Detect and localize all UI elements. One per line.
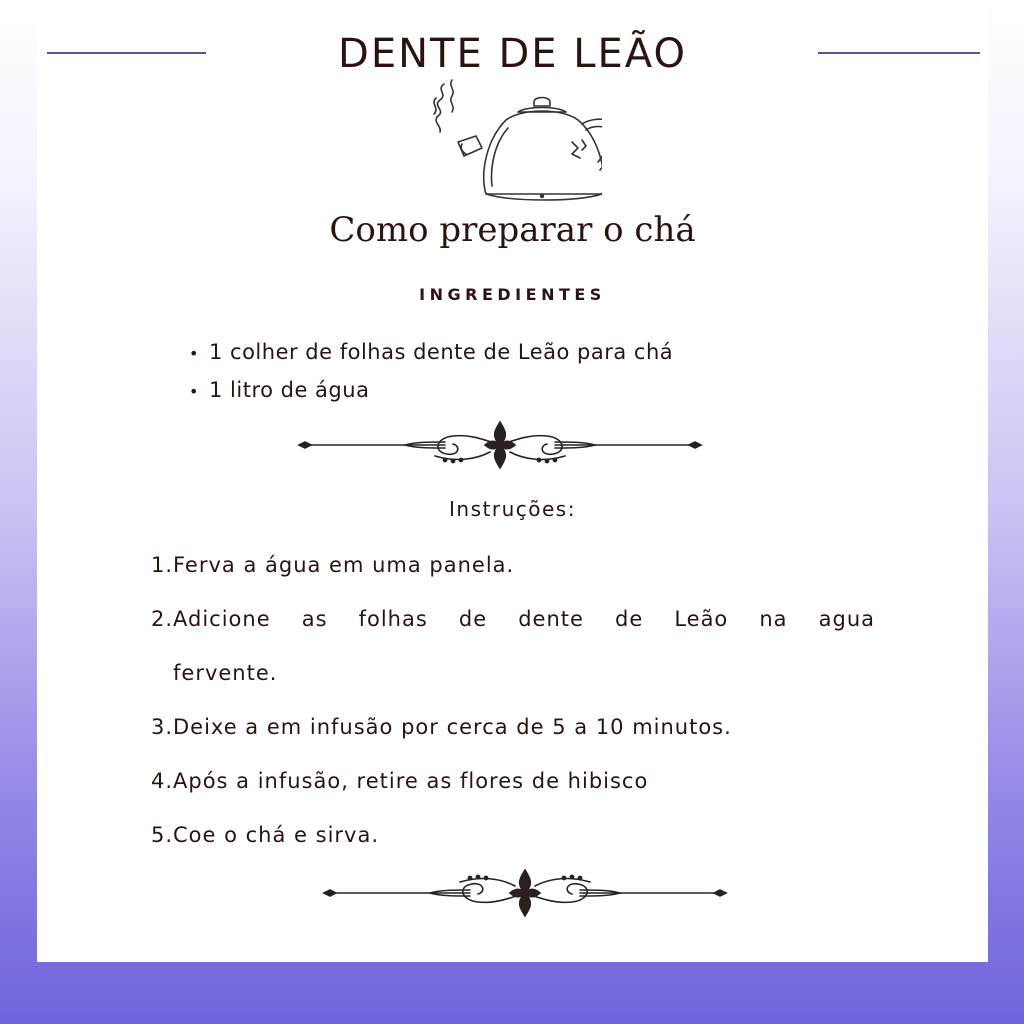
- step-text: Após a infusão, retire as flores de hibisco: [173, 769, 649, 793]
- bullet-icon: •: [189, 382, 199, 401]
- step-number: 4.: [150, 769, 173, 793]
- step-number: 2.: [150, 607, 173, 631]
- step-number: 1.: [150, 553, 173, 577]
- step-number: 3.: [150, 715, 173, 739]
- list-item: [145, 700, 875, 754]
- list-item: [189, 334, 673, 372]
- ingredients-list: [189, 334, 673, 410]
- step-number: 5.: [150, 823, 173, 847]
- bullet-icon: •: [189, 344, 199, 363]
- instructions-list: [145, 538, 875, 862]
- recipe-card: [37, 0, 988, 962]
- ingredient-text: 1 litro de água: [209, 378, 370, 402]
- step-text: Coe o chá e sirva.: [173, 823, 380, 847]
- flourish-divider-icon: [295, 418, 705, 470]
- ingredient-text: 1 colher de folhas dente de Leão para chá: [209, 340, 674, 364]
- list-item: [145, 754, 875, 808]
- ingredients-heading: INGREDIENTES: [419, 285, 606, 304]
- step-text: Adicione as folhas de dente de Leão na agua fervente.: [173, 607, 875, 685]
- instructions-heading: Instruções:: [449, 497, 576, 521]
- teapot-icon: [422, 78, 602, 208]
- step-text: Ferva a água em uma panela.: [173, 553, 515, 577]
- page-title: DENTE DE LEÃO: [338, 31, 687, 77]
- list-item: [145, 538, 875, 592]
- list-item: [145, 592, 875, 700]
- subtitle: Como preparar o chá: [329, 210, 696, 250]
- list-item: [189, 372, 673, 410]
- step-text: Deixe a em infusão por cerca de 5 a 10 minutos.: [173, 715, 732, 739]
- flourish-divider-icon: [320, 866, 730, 918]
- list-item: [145, 808, 875, 862]
